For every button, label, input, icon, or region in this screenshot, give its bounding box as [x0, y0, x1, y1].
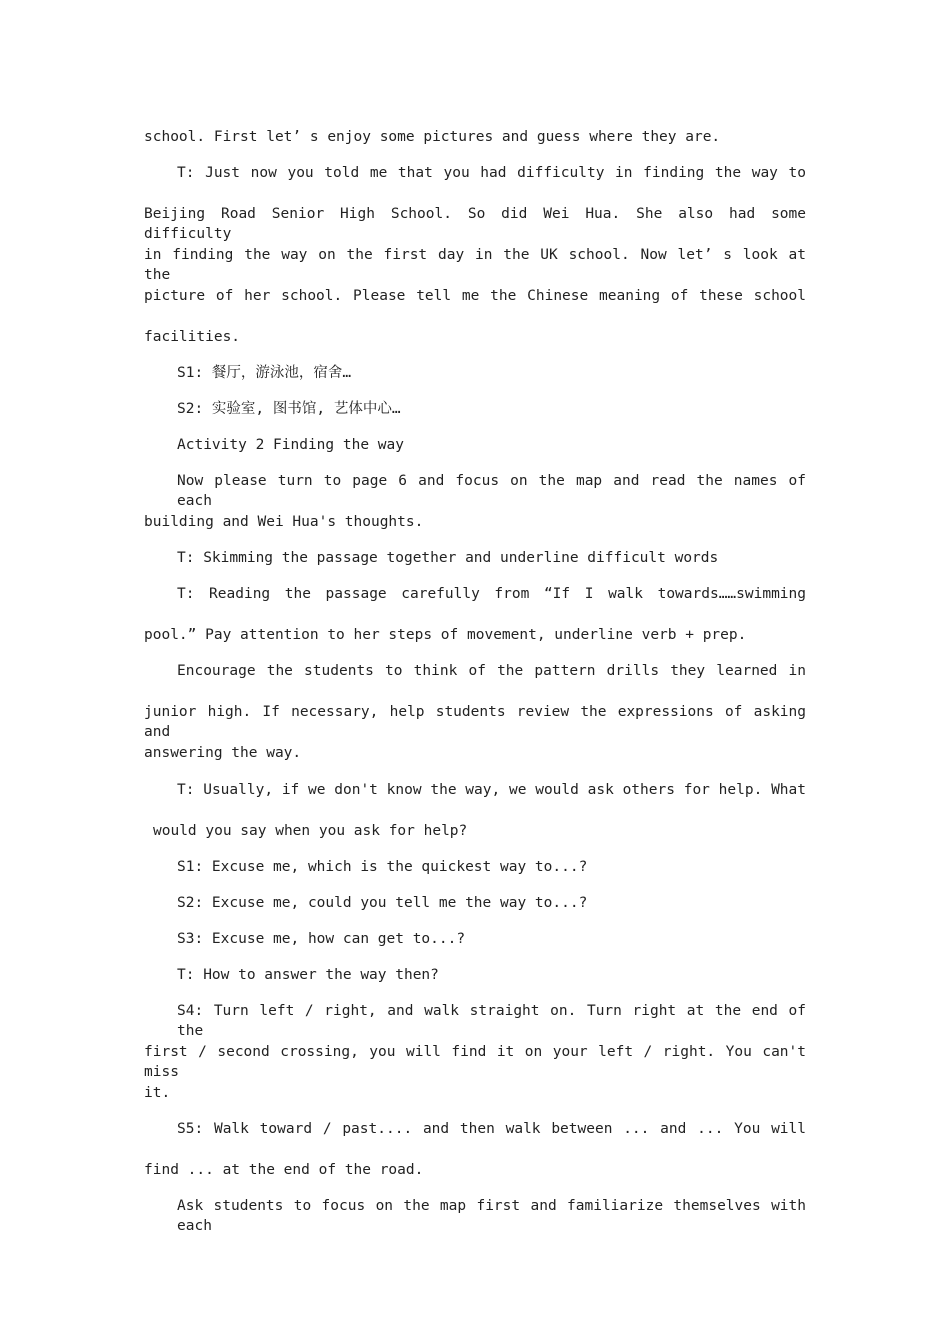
text-line: S2: Excuse me, could you tell me the way to...? — [177, 895, 588, 911]
text-line: it. — [144, 1085, 171, 1101]
section-heading: Activity 2 Finding the way — [177, 437, 404, 453]
text-line: picture of her school. Please tell me the Chinese meaning of these school — [144, 288, 806, 304]
text-line: T: Skimming the passage together and underline difficult words — [177, 550, 719, 566]
text-line: find ... at the end of the road. — [144, 1162, 424, 1178]
text-line: in finding the way on the first day in the UK school. Now let’ s look at the — [144, 247, 806, 283]
text-line: Now please turn to page 6 and focus on the map and read the names of each — [177, 473, 806, 509]
text-line: Encourage the students to think of the pattern drills they learned in — [177, 663, 806, 679]
text-line: T: Reading the passage carefully from “If I walk towards……swimming — [177, 586, 806, 602]
text-line: would you say when you ask for help? — [153, 823, 468, 839]
text-line: building and Wei Hua's thoughts. — [144, 514, 424, 530]
text-line: S1: Excuse me, which is the quickest way to...? — [177, 859, 588, 875]
text-line: T: How to answer the way then? — [177, 967, 439, 983]
text-line: S4: Turn left / right, and walk straight on. Turn right at the end of the — [177, 1003, 806, 1039]
text-line: T: Just now you told me that you had difficulty in finding the way to — [177, 165, 806, 181]
text-line: S3: Excuse me, how can get to...? — [177, 931, 466, 947]
text-line: S1: 餐厅，游泳池，宿舍… — [177, 365, 352, 381]
text-line: Ask students to focus on the map first and familiarize themselves with each — [177, 1198, 806, 1234]
text-line: S5: Walk toward / past.... and then walk between ... and ... You will — [177, 1121, 806, 1137]
text-line: Beijing Road Senior High School. So did Wei Hua. She also had some difficulty — [144, 206, 806, 242]
text-line: T: Usually, if we don't know the way, we would ask others for help. What — [177, 782, 806, 798]
text-line: pool.” Pay attention to her steps of movement, underline verb + prep. — [144, 627, 747, 643]
text-line: school. First let’ s enjoy some pictures and guess where they are. — [144, 129, 721, 145]
text-line: S2: 实验室, 图书馆, 艺体中心… — [177, 401, 401, 417]
text-line: first / second crossing, you will find it on your left / right. You can't miss — [144, 1044, 806, 1080]
text-line: junior high. If necessary, help students review the expressions of asking and — [144, 704, 806, 740]
text-line: facilities. — [144, 329, 241, 345]
text-line: answering the way. — [144, 745, 302, 761]
